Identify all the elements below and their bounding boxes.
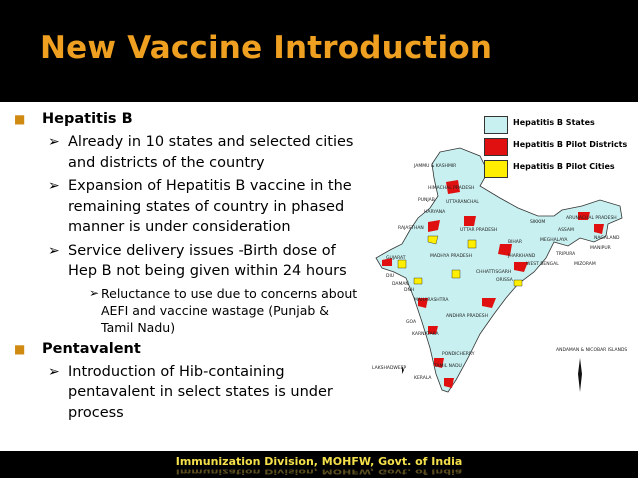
sub-subbullet-text: Reluctance to use due to concerns about AEFI and vaccine wastage (Punjab & Tamil Nadu) — [101, 285, 358, 335]
arrowhead-bullet-icon: ➢ — [48, 242, 60, 259]
footer-text: Immunization Division, MOHFW, Govt. of India — [175, 455, 463, 468]
map-region-label: ANDHRA PRADESH — [446, 314, 489, 319]
map-region-label: WEST BENGAL — [526, 262, 559, 267]
title-bar — [0, 0, 638, 100]
map-region-label: HIMACHAL PRADESH — [428, 186, 475, 191]
subbullet — [14, 362, 364, 424]
map-region-label: GOA — [406, 320, 417, 325]
subbullet-text: Introduction of Hib-containing pentavalent in select states is under process — [68, 363, 333, 421]
legend-label: Hepatitis B Pilot Cities — [513, 162, 615, 171]
map-region-label: DAMAN — [392, 282, 409, 287]
subbullet — [14, 176, 364, 238]
map-region-label: JHARKHAND — [508, 254, 536, 259]
legend-label: Hepatitis B Pilot Districts — [513, 140, 628, 149]
city-marker — [514, 280, 522, 286]
map-region-label: GUJARAT — [386, 256, 406, 261]
map-region-label: BIHAR — [508, 240, 523, 245]
map-region-label: UTTAR PRADESH — [460, 228, 498, 233]
map-region-label: MAHARASHTRA — [414, 298, 449, 303]
legend-label: Hepatitis B States — [513, 118, 595, 127]
map-region-label: MANIPUR — [590, 246, 611, 251]
map-region-label: CHHATTISGARH — [476, 270, 512, 275]
arrowhead-bullet-icon: ➢ — [89, 285, 100, 300]
subbullet-text: Already in 10 states and selected cities and districts of the country — [68, 134, 354, 171]
bullet-hepatitis-b — [14, 109, 364, 129]
city-marker — [414, 278, 422, 284]
square-bullet-icon: ■ — [14, 341, 26, 356]
arrowhead-bullet-icon: ➢ — [48, 178, 60, 194]
map-region-label: SIKKIM — [530, 220, 546, 225]
square-bullet-icon: ■ — [14, 112, 26, 126]
map-region-label: DIU — [386, 274, 395, 279]
bullet-list — [14, 106, 364, 423]
footer-reflection: Immunization Division, MOHFW, Govt. of India — [175, 467, 463, 476]
subbullet-text: Expansion of Hepatitis B vaccine in the remaining states of country in phased manner is under consideration — [68, 178, 352, 235]
map-region-label: PONDICHERRY — [442, 352, 475, 357]
slide-content — [0, 102, 638, 451]
map-region-label: TAMIL NADU — [434, 364, 462, 369]
sub-subbullet — [14, 285, 364, 336]
subbullet — [14, 241, 364, 282]
andaman-islands — [578, 358, 582, 392]
map-region-label: KERALA — [414, 376, 432, 381]
map-region-label: MEGHALAYA — [540, 238, 568, 243]
footer-bar — [0, 451, 638, 478]
legend-swatch — [484, 116, 508, 134]
map-region-label: ANDAMAN & NICOBAR ISLANDS — [556, 348, 628, 353]
arrowhead-bullet-icon: ➢ — [48, 134, 60, 150]
district-marker — [464, 216, 476, 226]
city-marker — [468, 240, 476, 248]
map-region-label: UTTARANCHAL — [446, 200, 479, 205]
map-region-label: PUNJAB — [418, 198, 435, 203]
legend-swatch — [484, 138, 508, 156]
map-region-label: LAKSHADWEEP — [372, 366, 407, 371]
bullet-heading: Hepatitis B — [42, 111, 133, 127]
map-region-label: RAJASTHAN — [398, 226, 424, 231]
map-region-label: TRIPURA — [556, 252, 576, 257]
city-marker — [452, 270, 460, 278]
map-region-label: KARNATAKA — [412, 332, 439, 337]
bullet-pentavalent — [14, 339, 364, 359]
map-region-label: ASSAM — [558, 228, 574, 233]
city-marker — [398, 260, 406, 268]
map-region-label: ORISSA — [496, 278, 513, 283]
map-region-label: DNH — [404, 288, 415, 293]
slide-title: New Vaccine Introduction — [40, 30, 493, 66]
map-region-label: NAGALAND — [594, 236, 620, 241]
map-region-label: HARYANA — [424, 210, 446, 215]
arrowhead-bullet-icon: ➢ — [48, 363, 60, 380]
map-region-label: JAMMU & KASHMIR — [414, 164, 457, 169]
map-region-label: MIZORAM — [574, 262, 596, 267]
legend-swatch — [484, 160, 508, 178]
map-region-label: MADHYA PRADESH — [430, 254, 473, 259]
subbullet — [14, 132, 364, 173]
bullet-heading: Pentavalent — [42, 340, 141, 357]
subbullet-text: Service delivery issues -Birth dose of Hep B not being given within 24 hours — [68, 242, 347, 279]
map-region-label: ARUNACHAL PRADESH — [566, 216, 617, 221]
